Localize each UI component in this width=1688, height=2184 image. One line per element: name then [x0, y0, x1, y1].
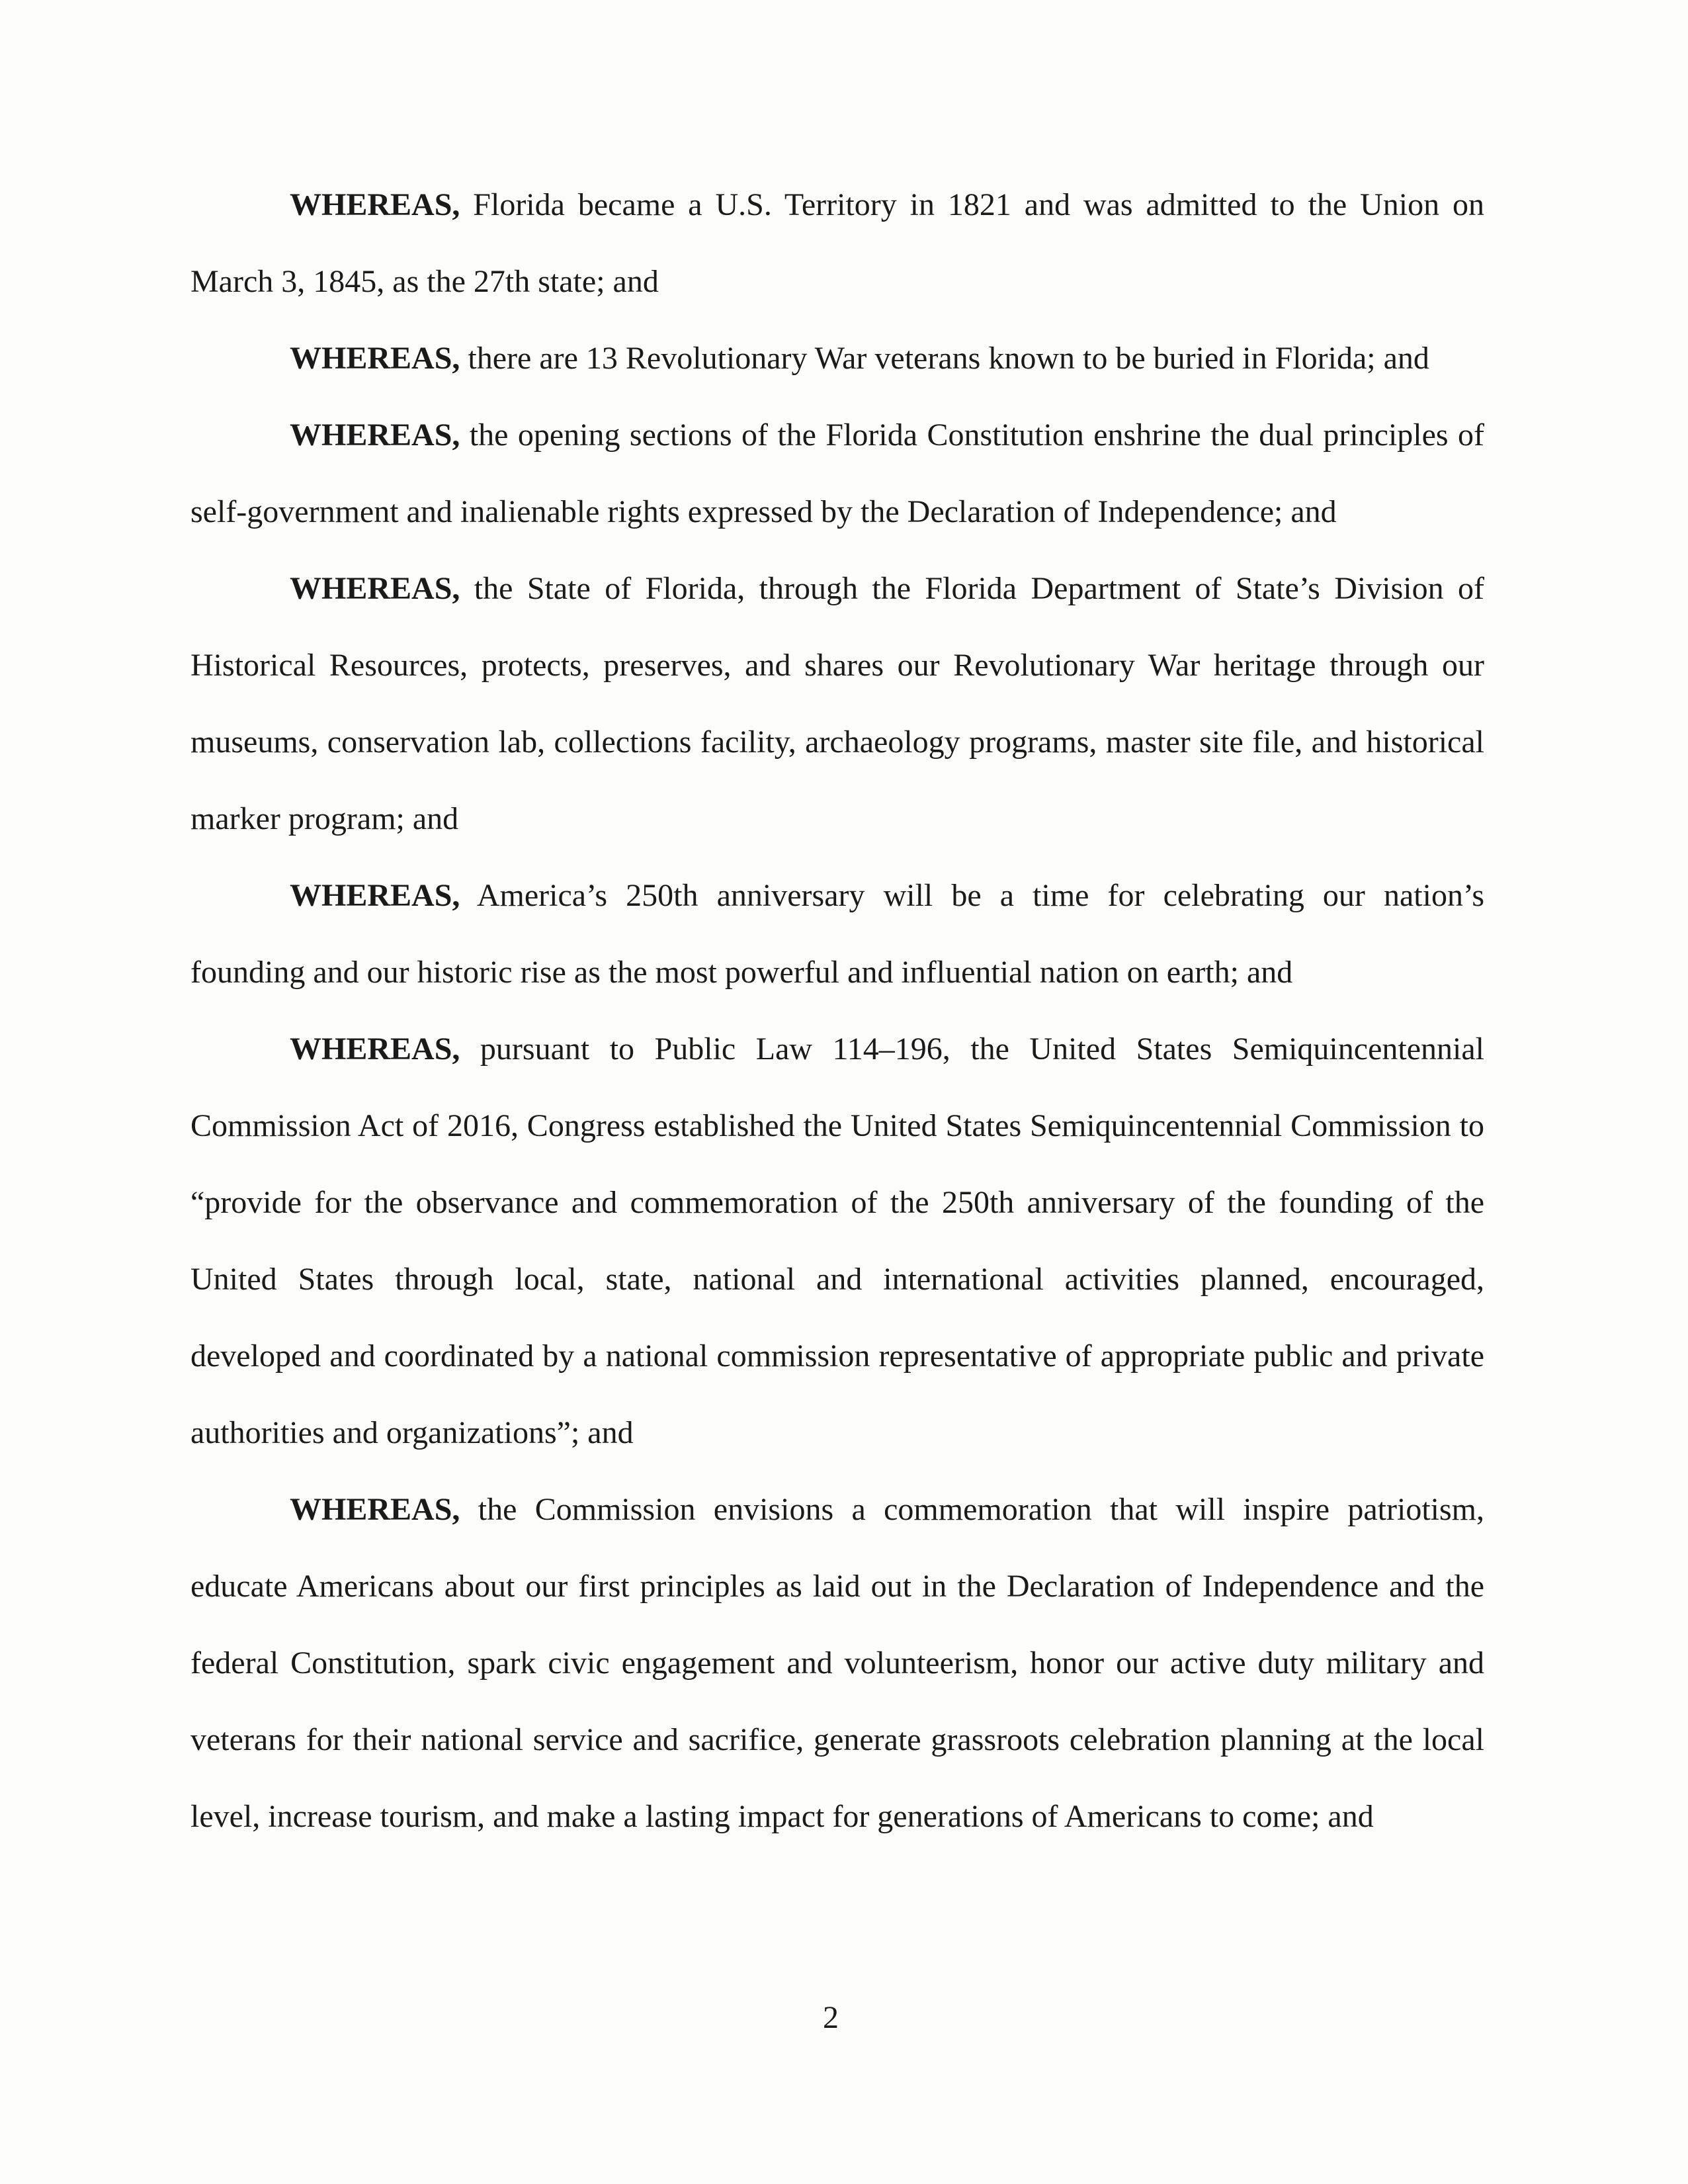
paragraph-text: the Commission envisions a commemoration that will inspire patriotism, educate Americans about our first principles as laid out in the Declaration of Independence and the federal Constitution, spark civic engagement and volunteerism, honor our active duty military and veterans for their national service and sacrifice, generate grassroots celebration planning at the local level, increase tourism, and make a lasting impact for generations of Americans to come; and — [190, 1492, 1484, 1834]
whereas-lead: WHEREAS, — [290, 878, 460, 913]
whereas-paragraph — [190, 320, 1484, 397]
whereas-paragraph — [190, 550, 1484, 857]
whereas-paragraph — [190, 1471, 1484, 1855]
whereas-lead: WHEREAS, — [290, 341, 460, 376]
paragraph-text: America’s 250th anniversary will be a time for celebrating our nation’s founding and our historic rise as the most powerful and influential nation on earth; and — [190, 878, 1484, 990]
paragraph-text: Florida became a U.S. Territory in 1821 and was admitted to the Union on March 3, 1845, as the 27th state; and — [190, 187, 1484, 299]
whereas-lead: WHEREAS, — [290, 187, 460, 222]
page-number: 2 — [823, 2000, 839, 2035]
whereas-paragraph — [190, 1011, 1484, 1471]
whereas-lead: WHEREAS, — [290, 1031, 460, 1067]
paragraph-text: the opening sections of the Florida Constitution enshrine the dual principles of self-government and inalienable rights expressed by the Declaration of Independence; and — [190, 417, 1484, 529]
paragraph-text: there are 13 Revolutionary War veterans known to be buried in Florida; and — [460, 341, 1429, 376]
whereas-lead: WHEREAS, — [290, 1492, 460, 1527]
paragraph-text: the State of Florida, through the Florida Department of State’s Division of Historical Resources, protects, preserves, and shares our Revolutionary War heritage through our museums, conservation lab, collections facility, archaeology programs, master site file, and historical marker program; and — [190, 571, 1484, 836]
whereas-lead: WHEREAS, — [290, 417, 460, 453]
paragraph-text: pursuant to Public Law 114–196, the United States Semiquincentennial Commission Act of 2016, Congress established the United States Semiquincentennial Commission to “provide for the observance and commemoration of the 250th anniversary of the founding of the United States through local, state, national and international activities planned, encouraged, developed and coordinated by a national commission representative of appropriate public and private authorities and organizations”; and — [190, 1031, 1484, 1450]
whereas-lead: WHEREAS, — [290, 571, 460, 606]
whereas-paragraph — [190, 167, 1484, 320]
whereas-paragraph — [190, 857, 1484, 1011]
document-body — [190, 167, 1484, 1855]
whereas-paragraph — [190, 397, 1484, 550]
